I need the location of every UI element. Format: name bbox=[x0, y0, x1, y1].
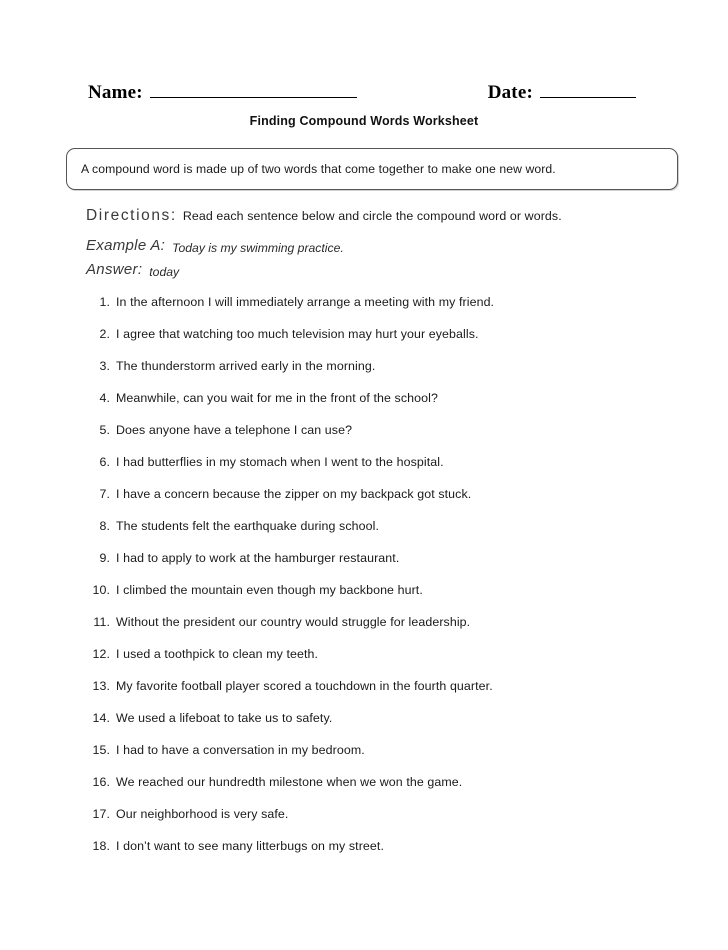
question-text[interactable]: The students felt the earthquake during school. bbox=[116, 519, 380, 533]
question-number: 7. bbox=[99, 487, 110, 501]
question-item bbox=[84, 711, 664, 743]
question-text[interactable]: I had butterflies in my stomach when I went to the hospital. bbox=[116, 455, 444, 469]
directions bbox=[86, 207, 562, 225]
question-text[interactable]: My favorite football player scored a touchdown in the fourth quarter. bbox=[116, 679, 493, 693]
question-item bbox=[84, 455, 664, 487]
question-item bbox=[84, 583, 664, 615]
question-item bbox=[84, 391, 664, 423]
question-number: 16. bbox=[92, 775, 110, 789]
question-item bbox=[84, 775, 664, 807]
definition-text: A compound word is made up of two words that come together to make one new word. bbox=[81, 162, 556, 176]
question-text[interactable]: I agree that watching too much television may hurt your eyeballs. bbox=[116, 327, 479, 341]
definition-box bbox=[66, 148, 678, 190]
directions-label: Directions: bbox=[86, 207, 177, 224]
question-text[interactable]: I have a concern because the zipper on my backpack got stuck. bbox=[116, 487, 472, 501]
question-number: 18. bbox=[92, 839, 110, 853]
example-label: Example A: bbox=[86, 237, 166, 254]
question-item bbox=[84, 615, 664, 647]
answer-row bbox=[86, 261, 179, 278]
question-number: 6. bbox=[99, 455, 110, 469]
date-label: Date: bbox=[487, 82, 533, 103]
question-text[interactable]: Without the president our country would struggle for leadership. bbox=[116, 615, 471, 629]
question-number: 8. bbox=[99, 519, 110, 533]
question-number: 3. bbox=[99, 359, 110, 373]
question-number: 4. bbox=[99, 391, 110, 405]
question-number: 5. bbox=[99, 423, 110, 437]
example-sentence: Today is my swimming practice. bbox=[172, 241, 344, 255]
question-text[interactable]: I don’t want to see many litterbugs on my street. bbox=[116, 839, 384, 853]
question-number: 1. bbox=[99, 295, 110, 309]
question-item bbox=[84, 743, 664, 775]
question-item bbox=[84, 807, 664, 839]
question-number: 11. bbox=[93, 615, 110, 629]
page-title: Finding Compound Words Worksheet bbox=[249, 114, 479, 128]
question-item bbox=[84, 839, 664, 871]
answer-value: today bbox=[149, 265, 180, 279]
example-row bbox=[86, 237, 344, 254]
question-text[interactable]: I had to apply to work at the hamburger restaurant. bbox=[116, 551, 400, 565]
question-text[interactable]: Our neighborhood is very safe. bbox=[116, 807, 289, 821]
question-number: 13. bbox=[92, 679, 110, 693]
question-number: 2. bbox=[99, 327, 110, 341]
question-text[interactable]: We used a lifeboat to take us to safety. bbox=[116, 711, 333, 725]
question-list bbox=[84, 295, 664, 871]
question-text[interactable]: Meanwhile, can you wait for me in the front of the school? bbox=[116, 391, 438, 405]
question-item bbox=[84, 327, 664, 359]
question-number: 14. bbox=[92, 711, 110, 725]
question-item bbox=[84, 519, 664, 551]
question-text[interactable]: I climbed the mountain even though my backbone hurt. bbox=[116, 583, 423, 597]
question-number: 12. bbox=[92, 647, 110, 661]
question-item bbox=[84, 487, 664, 519]
question-item bbox=[84, 359, 664, 391]
question-number: 9. bbox=[99, 551, 110, 565]
name-write-line[interactable] bbox=[150, 84, 357, 98]
question-text[interactable]: We reached our hundredth milestone when we won the game. bbox=[116, 775, 463, 789]
question-item bbox=[84, 423, 664, 455]
directions-text: Read each sentence below and circle the compound word or words. bbox=[182, 209, 562, 223]
question-item bbox=[84, 551, 664, 583]
question-text[interactable]: I used a toothpick to clean my teeth. bbox=[116, 647, 319, 661]
question-text[interactable]: I had to have a conversation in my bedroom. bbox=[116, 743, 365, 757]
question-number: 15. bbox=[92, 743, 110, 757]
name-field bbox=[88, 82, 357, 104]
question-item bbox=[84, 679, 664, 711]
question-text[interactable]: In the afternoon I will immediately arrange a meeting with my friend. bbox=[116, 295, 495, 309]
name-label: Name: bbox=[88, 82, 143, 103]
question-number: 10. bbox=[92, 583, 110, 597]
question-item bbox=[84, 647, 664, 679]
answer-label: Answer: bbox=[86, 261, 143, 278]
question-number: 17. bbox=[92, 807, 110, 821]
student-info-header bbox=[88, 82, 636, 104]
date-field bbox=[488, 82, 636, 104]
date-write-line[interactable] bbox=[540, 84, 636, 98]
question-text[interactable]: Does anyone have a telephone I can use? bbox=[116, 423, 353, 437]
question-item bbox=[84, 295, 664, 327]
question-text[interactable]: The thunderstorm arrived early in the morning. bbox=[116, 359, 376, 373]
